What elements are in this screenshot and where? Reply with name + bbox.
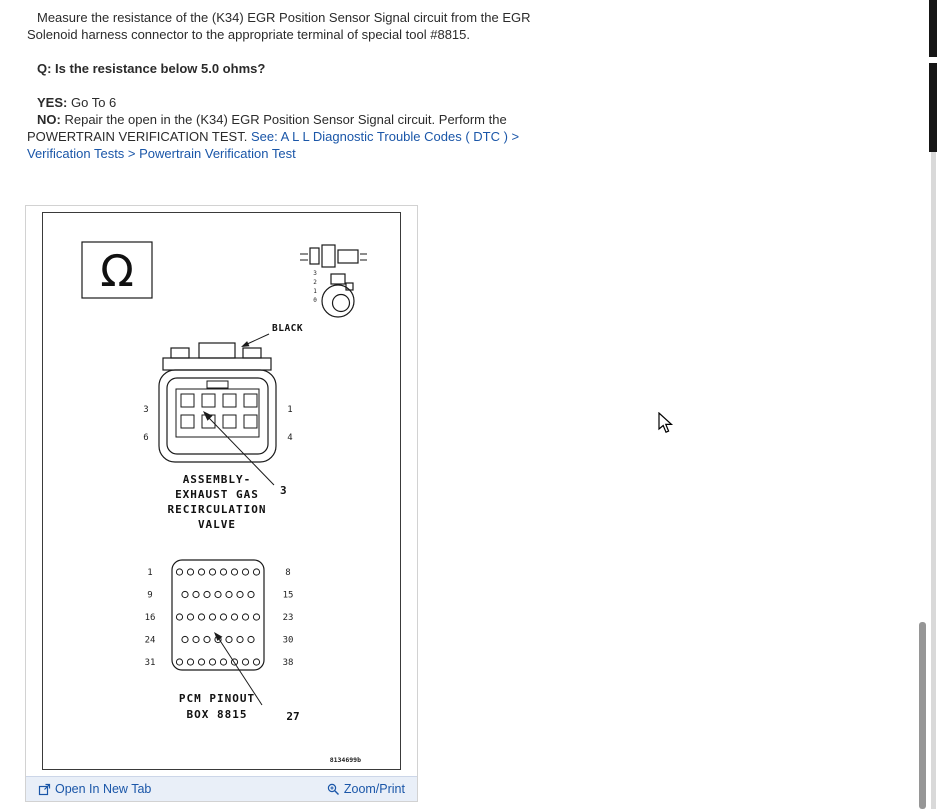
question-line: Q: Is the resistance below 5.0 ohms? — [37, 61, 266, 76]
svg-text:8: 8 — [285, 568, 291, 578]
svg-text:3: 3 — [280, 484, 287, 497]
svg-text:3: 3 — [313, 270, 317, 277]
figure-card — [25, 205, 418, 802]
probe-terminal-icon — [300, 245, 367, 267]
svg-text:PCM PINOUT: PCM PINOUT — [178, 692, 256, 705]
svg-text:BLACK: BLACK — [272, 323, 304, 334]
figure-action-bar — [26, 776, 417, 801]
black-wire-label — [241, 323, 303, 347]
svg-text:Ω: Ω — [100, 246, 134, 297]
right-edge-bar-top — [929, 0, 937, 57]
right-edge-bar-middle — [929, 63, 937, 152]
svg-text:2: 2 — [313, 279, 317, 286]
svg-text:9: 9 — [147, 590, 153, 601]
svg-text:RECIRCULATION: RECIRCULATION — [167, 503, 267, 516]
egr-pin-left-bottom: 6 — [143, 433, 149, 443]
round-connector-icon — [313, 270, 354, 317]
pcm-pin-grid — [176, 569, 259, 665]
open-in-new-tab-label: Open In New Tab — [55, 782, 152, 796]
scrollbar-thumb[interactable] — [919, 622, 926, 809]
svg-text:30: 30 — [282, 635, 294, 646]
svg-text:38: 38 — [282, 658, 294, 668]
yes-label: YES: — [37, 95, 68, 110]
svg-text:24: 24 — [144, 635, 156, 646]
yes-line — [27, 94, 583, 111]
ohmmeter-icon — [82, 242, 152, 298]
mouse-cursor-icon — [658, 412, 674, 439]
svg-text:BOX 8815: BOX 8815 — [186, 708, 248, 721]
pcm-caption — [179, 692, 255, 721]
svg-text:1: 1 — [147, 568, 153, 578]
figure-inner — [42, 212, 401, 770]
svg-text:ASSEMBLY-: ASSEMBLY- — [182, 473, 252, 486]
svg-text:31: 31 — [144, 658, 156, 668]
figure-id: 8134699b — [329, 756, 361, 764]
open-in-new-tab-link[interactable] — [38, 782, 151, 796]
svg-text:0: 0 — [313, 297, 317, 304]
no-text: Repair the open in the (K34) EGR Position Sensor Signal circuit. Perform the POWERTRAIN VERIFICATION TEST. — [27, 112, 507, 144]
svg-text:16: 16 — [144, 613, 156, 623]
svg-text:EXHAUST GAS: EXHAUST GAS — [175, 488, 259, 501]
egr-assembly-caption — [167, 473, 266, 531]
yes-text: Go To 6 — [70, 95, 117, 110]
svg-text:23: 23 — [282, 613, 294, 623]
egr-connector-drawing — [159, 343, 276, 462]
zoom-icon — [327, 783, 340, 796]
zoom-print-link[interactable] — [327, 782, 405, 796]
open-in-new-tab-icon — [38, 783, 51, 796]
no-line — [27, 111, 583, 162]
svg-text:15: 15 — [282, 590, 294, 601]
svg-text:1: 1 — [313, 288, 317, 295]
pcm-pinout-box — [172, 560, 264, 670]
right-edge-track — [931, 152, 936, 809]
egr-pin-right-top: 1 — [287, 405, 293, 415]
verification-test-link[interactable]: See: A L L Diagnostic Trouble Codes ( DTC ) > Verification Tests > Powertrain Verification Test — [27, 129, 520, 161]
egr-pin-right-bottom: 4 — [287, 433, 293, 443]
procedure-text-block — [27, 9, 583, 162]
pcm-row-labels — [145, 568, 294, 668]
egr-wiring-diagram — [42, 212, 401, 770]
svg-text:27: 27 — [286, 710, 300, 723]
zoom-print-label: Zoom/Print — [343, 782, 405, 796]
procedure-paragraph: Measure the resistance of the (K34) EGR Position Sensor Signal circuit from the EGR Solenoid harness connector to the appropriate terminal of special tool #8815. — [27, 10, 531, 42]
svg-text:VALVE: VALVE — [197, 518, 237, 531]
egr-pin-left-top: 3 — [143, 405, 149, 415]
no-label: NO: — [37, 112, 61, 127]
